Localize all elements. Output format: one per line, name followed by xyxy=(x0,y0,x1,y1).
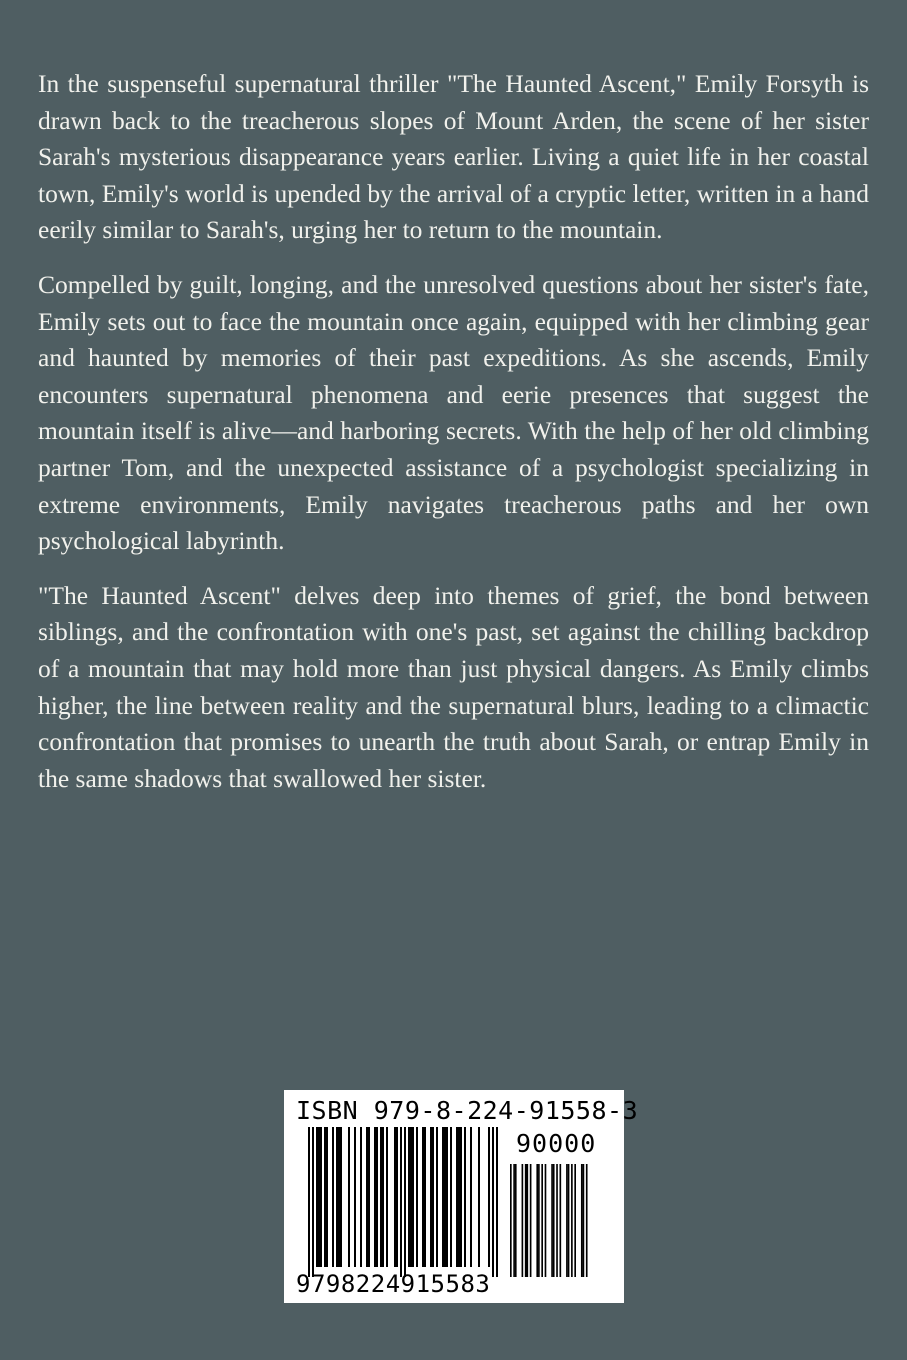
price-code: 90000 xyxy=(516,1129,597,1158)
addon-barcode-bar xyxy=(568,1164,570,1277)
addon-barcode-bar xyxy=(545,1164,547,1277)
addon-barcode-bar xyxy=(527,1164,529,1277)
barcode-bar xyxy=(360,1127,362,1267)
addon-barcode-bar xyxy=(510,1164,512,1277)
barcode-bar xyxy=(470,1127,472,1267)
barcode-bar xyxy=(386,1127,388,1267)
barcode-bar xyxy=(326,1127,328,1267)
description-paragraph-3: "The Haunted Ascent" delves deep into themes of grief, the bond between siblings, and the confrontation with one's past, set against the chilling backdrop of a mountain that may hold more than just physical dangers. As Emily climbs higher, the line between reality and the supernatural blurs, leading to a climactic confrontation that promises to unearth the truth about Sarah, or entrap Emily in the same shadows that swallowed her sister. xyxy=(38,580,869,793)
barcode-bar xyxy=(408,1127,410,1267)
addon-barcode-bar xyxy=(551,1164,553,1277)
barcode-bar xyxy=(450,1127,452,1267)
barcode-bar xyxy=(432,1127,434,1267)
addon-barcode-bar xyxy=(513,1164,515,1277)
barcode-bar xyxy=(336,1127,338,1267)
barcode-bar xyxy=(460,1127,462,1267)
addon-barcode-bar xyxy=(571,1164,573,1277)
barcode-bar xyxy=(496,1127,498,1277)
addon-barcode-bar xyxy=(515,1164,517,1277)
barcode-bar xyxy=(444,1127,446,1267)
barcode-bar xyxy=(312,1127,314,1277)
barcode-bar xyxy=(338,1127,340,1267)
barcode-bar xyxy=(332,1127,334,1267)
barcode-bar xyxy=(380,1127,382,1267)
addon-barcode-bar xyxy=(574,1164,576,1277)
isbn-label: ISBN 979-8-224-91558-3 xyxy=(296,1096,639,1125)
barcode-bar xyxy=(478,1127,480,1267)
barcode-bar xyxy=(430,1127,432,1267)
barcode-bar xyxy=(368,1127,370,1267)
barcode-bar xyxy=(424,1127,426,1267)
barcode-bar xyxy=(456,1127,458,1267)
addon-barcode-bar xyxy=(556,1164,558,1277)
barcode-bar xyxy=(366,1127,368,1267)
ean-digits: 9798224915583 xyxy=(296,1270,491,1298)
barcode-bar xyxy=(436,1127,438,1267)
barcode-bar xyxy=(394,1127,396,1267)
barcode-bar xyxy=(488,1127,490,1267)
description-paragraph-2: Compelled by guilt, longing, and the unresolved questions about her sister's fate, Emily sets out to face the mountain once again, equipped with her climbing gear and haunted by memories of their past expeditions. As she ascends, Emily encounters supernatural phenomena and eerie presences that suggest the mountain itself is alive—and harboring secrets. With the help of her old climbing partner Tom, and the unexpected assistance of a psychologist specializing in extreme environments, Emily navigates treacherous paths and her own psychological labyrinth. xyxy=(38,269,869,556)
barcode-bar xyxy=(376,1127,378,1267)
addon-barcode-bar xyxy=(583,1164,585,1277)
addon-barcode-bar xyxy=(566,1164,568,1277)
book-description xyxy=(38,66,869,815)
barcode-bar xyxy=(318,1127,320,1267)
barcode-bar xyxy=(354,1127,356,1267)
ean-barcode-bars xyxy=(308,1127,500,1277)
addon-barcode-bar xyxy=(530,1164,532,1277)
addon-barcode-bar xyxy=(525,1164,527,1277)
barcode-bar xyxy=(422,1127,424,1267)
addon-barcode-bar xyxy=(536,1164,538,1277)
addon-barcode-bars xyxy=(510,1164,600,1277)
barcode-bar xyxy=(492,1127,494,1277)
barcode-bar xyxy=(458,1127,460,1267)
addon-barcode-bar xyxy=(586,1164,588,1277)
addon-barcode-bar xyxy=(541,1164,543,1277)
barcode-bar xyxy=(324,1127,326,1267)
barcode-bar xyxy=(410,1127,412,1267)
barcode-bar xyxy=(320,1127,322,1267)
addon-barcode-bar xyxy=(538,1164,540,1277)
addon-barcode-bar xyxy=(553,1164,555,1277)
addon-barcode-bar xyxy=(560,1164,562,1277)
description-paragraph-1: In the suspenseful supernatural thriller "The Haunted Ascent," Emily Forsyth is drawn back to the treacherous slopes of Mount Arden, the scene of her sister Sarah's mysterious disappearance years earlier. Living a quiet life in her coastal town, Emily's world is upended by the arrival of a cryptic letter, written in a hand eerily similar to Sarah's, urging her to return to the mountain. xyxy=(38,69,869,245)
barcode-bar xyxy=(412,1127,414,1267)
addon-barcode-bar xyxy=(581,1164,583,1277)
addon-barcode-bar xyxy=(522,1164,524,1277)
barcode-bar xyxy=(382,1127,384,1267)
barcode-bar xyxy=(316,1127,318,1267)
barcode-bar xyxy=(416,1127,418,1267)
barcode-bar xyxy=(464,1127,466,1267)
barcode-bar xyxy=(396,1127,398,1267)
barcode-bar xyxy=(308,1127,310,1277)
isbn-barcode xyxy=(284,1090,639,1303)
barcode-bar xyxy=(446,1127,448,1267)
barcode-bar xyxy=(348,1127,350,1267)
barcode-bar xyxy=(400,1127,402,1277)
barcode-bar xyxy=(442,1127,444,1267)
barcode-bar xyxy=(340,1127,342,1267)
barcode-bar xyxy=(374,1127,376,1267)
barcode-bar xyxy=(404,1127,406,1277)
